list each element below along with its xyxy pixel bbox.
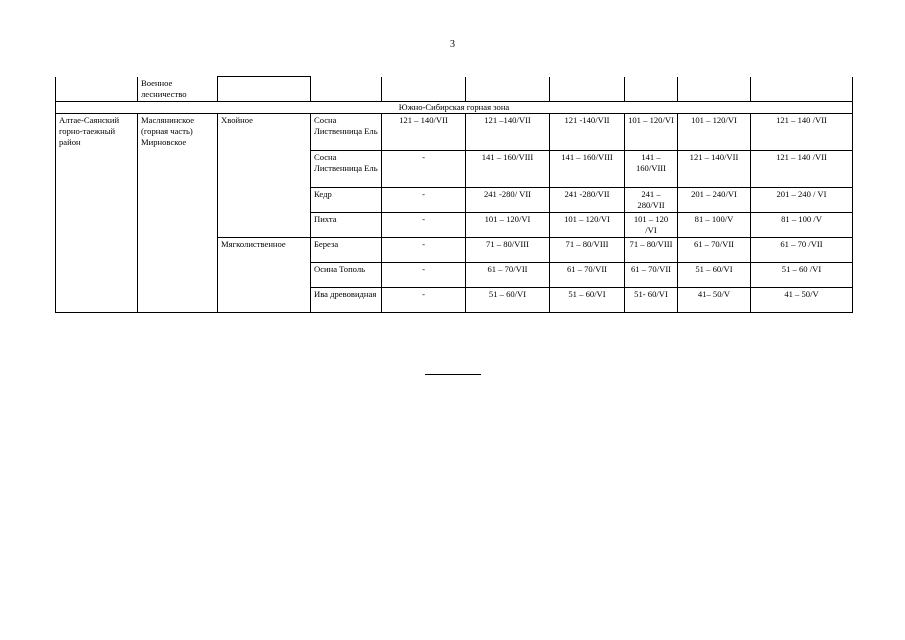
- zone-row: [56, 102, 853, 114]
- value-cell: 51 – 60/VI: [678, 263, 751, 288]
- region-cell: Алтае-Саянский горно-таежный район: [56, 114, 138, 313]
- species-cell: Сосна Лиственница Ель: [311, 151, 382, 188]
- value-cell: 71 – 80/VIII: [625, 238, 678, 263]
- header-cell: [550, 77, 625, 102]
- species-cell: Кедр: [311, 188, 382, 213]
- value-cell: 51 – 60 /VI: [751, 263, 853, 288]
- forest-age-table: [55, 76, 853, 313]
- value-cell: 101 – 120/VI: [678, 114, 751, 151]
- value-cell: -: [382, 263, 466, 288]
- value-cell: 71 – 80/VIII: [466, 238, 550, 263]
- value-cell: 101 – 120/VI: [550, 213, 625, 238]
- value-cell: 201 – 240 / VI: [751, 188, 853, 213]
- value-cell: 41– 50/V: [678, 288, 751, 313]
- value-cell: -: [382, 238, 466, 263]
- value-cell: 71 – 80/VIII: [550, 238, 625, 263]
- value-cell: 201 – 240/VI: [678, 188, 751, 213]
- value-cell: 121 – 140/VII: [382, 114, 466, 151]
- header-cell: Военное лесничество: [138, 77, 218, 102]
- value-cell: 61 – 70 /VII: [751, 238, 853, 263]
- value-cell: 121 -140/VII: [550, 114, 625, 151]
- value-cell: 61 – 70/VII: [466, 263, 550, 288]
- group-softwood: Мягколиственное: [218, 238, 311, 313]
- value-cell: 241 – 280/VII: [625, 188, 678, 213]
- value-cell: 141 – 160/VIII: [550, 151, 625, 188]
- header-cell: [311, 77, 382, 102]
- species-cell: Осина Тополь: [311, 263, 382, 288]
- species-cell: Ива древовидная: [311, 288, 382, 313]
- value-cell: 121 – 140 /VII: [751, 151, 853, 188]
- value-cell: 81 – 100 /V: [751, 213, 853, 238]
- value-cell: 141 – 160/VIII: [625, 151, 678, 188]
- value-cell: 61 – 70/VII: [678, 238, 751, 263]
- value-cell: 101 – 120/VI: [466, 213, 550, 238]
- value-cell: 121 – 140 /VII: [751, 114, 853, 151]
- species-cell: Сосна Лиственница Ель: [311, 114, 382, 151]
- value-cell: 51- 60/VI: [625, 288, 678, 313]
- value-cell: 241 -280/ VII: [466, 188, 550, 213]
- header-cell: [625, 77, 678, 102]
- group-conifer: Хвойное: [218, 114, 311, 238]
- header-cell: [751, 77, 853, 102]
- forestry-cell: Маслянинское (горная часть) Мирновское: [138, 114, 218, 313]
- page-number: 3: [450, 39, 455, 50]
- header-cell: [218, 77, 311, 102]
- value-cell: -: [382, 288, 466, 313]
- header-cell: [466, 77, 550, 102]
- zone-title: Южно-Сибирская горная зона: [56, 102, 853, 114]
- header-row: [56, 77, 853, 102]
- header-cell: [678, 77, 751, 102]
- value-cell: 81 – 100/V: [678, 213, 751, 238]
- species-cell: Береза: [311, 238, 382, 263]
- footnote-separator: [425, 374, 481, 375]
- species-cell: Пихта: [311, 213, 382, 238]
- value-cell: 41 – 50/V: [751, 288, 853, 313]
- table-row: [56, 114, 853, 151]
- value-cell: -: [382, 213, 466, 238]
- value-cell: 121 –140/VII: [466, 114, 550, 151]
- value-cell: 51 – 60/VI: [550, 288, 625, 313]
- value-cell: 241 -280/VII: [550, 188, 625, 213]
- value-cell: 101 – 120/VI: [625, 114, 678, 151]
- value-cell: -: [382, 151, 466, 188]
- value-cell: 61 – 70/VII: [550, 263, 625, 288]
- value-cell: 141 – 160/VIII: [466, 151, 550, 188]
- header-cell: [382, 77, 466, 102]
- value-cell: 61 – 70/VII: [625, 263, 678, 288]
- header-cell: [56, 77, 138, 102]
- value-cell: 101 – 120 /VI: [625, 213, 678, 238]
- value-cell: 51 – 60/VI: [466, 288, 550, 313]
- value-cell: 121 – 140/VII: [678, 151, 751, 188]
- value-cell: -: [382, 188, 466, 213]
